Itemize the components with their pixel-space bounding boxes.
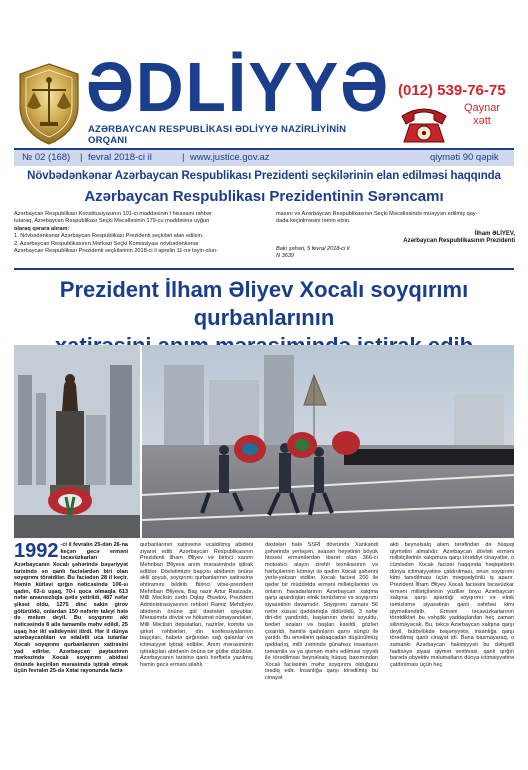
article-column-2 bbox=[140, 542, 253, 668]
issue-number: № 02 (168) bbox=[22, 152, 71, 163]
decree-line: masını və Azərbaycan Respublikasının Seçki Məcəlləsində müəyyən edilmiş qay- bbox=[276, 211, 478, 217]
issue-info-bar: № 02 (168) | fevral 2018-ci il | www.justice.gov.az qiymətі 90 qəpik bbox=[14, 148, 514, 166]
decree-line: tutaraq, Azərbaycan Respublikası Seçki Məcəlləsinin 179-cu maddəsinə uyğun bbox=[14, 218, 210, 225]
section-divider bbox=[14, 268, 514, 270]
decree-text-col2 bbox=[276, 211, 516, 226]
ceremony-photo bbox=[14, 345, 514, 538]
headline-line1: Prezident İlham Əliyev Xocalı soyqırımı qurbanlarının bbox=[59, 277, 469, 330]
decree-title: Azərbaycan Respublikası Prezidentinin Sərəncamı bbox=[84, 188, 444, 205]
decree-line: Azərbaycan Respublikası Konstitusiyasının 101-ci maddəsinin I hissəsini rəhbər bbox=[14, 211, 212, 217]
signer-name: İlham ƏLİYEV, bbox=[474, 231, 515, 237]
decree-line: olaraq qərara alıram: bbox=[14, 225, 70, 232]
decree-text-col1 bbox=[14, 211, 272, 255]
article-col3-text: dəstələri hələ SSRİ dövründə Xankəndi şəhərində yerləşən, əsasən heyətinin böyük hissəsi ermənilərdən ibarət olan 366-cı motoatıcı alayın zirehli texnikasının və hərbçilərinin köməyi ilə qədim Xocalı şəhərini yerlə-yeksan etdilər. Xocalı faciəsi 200 ilə qədər bir müddətdə erməni millətçilərinin və onların havadarlarının Azərbaycan xalqına qarşı apardıqları etnik təmizləmə və soyqırımı siyasətinin davamıdır. Soyqırımı zamanı 56 nəfər xüsusi qəddarlıqla öldürüldü, 3 nəfər diri-diri yandırıldı, başlarının dərisi soyuldu, bədən əzaları və başları kəsildi, gözləri çıxarıldı, hamilə qadınların qarnı süngü ilə yarıldı. Bu əməllərin qabaqcadan düşünülmüş qəddarlıq, milli zəmində günahsız insanların təmamilə və ya qismən məhv edilməsi niyyəti ilə törədilməsi beynəlxalq hüquq baxımından Xocalı faciəsinin məhz soyqırımı olduğunu təsdiq edir. İnsanlığa qarşı törədilmiş bu cinayət bbox=[265, 542, 378, 682]
hotline-phone-number: (012) 539-76-75 bbox=[398, 82, 506, 99]
article-col1-text: -ci il fevralın 25-dən 26-na keçən gecə erməni təcavüzkarları Azərbaycanın Xocalı şəhərində bəşəriyyət tarixində ən qanlı faciələrdən biri olan soyqırımı törətdilər. Bu faciədən 28 il keçir. Həmin kütləvi qırğın nəticəsində 106-sı qadın, 63-ü uşaq, 70-i qoca olmaqla 613 nəfər amansızlıqla qətlə yetirildi, 487 nəfər şikəst oldu, 1275 dinc sakin girov götürüldü, onlardan 150 nəfərin taleyi hələ də məlum deyil. Bu soyqırımı akt nəticəsində 8 ailə tamamilə məhv edildi, 25 uşaq hər iki valideynini itirdi. Hər il dünya azərbaycanlıları və ədalətli uca tutanlar Xocalı soyqırımı qurbanlarının xatirəsini yad edirlər. Azərbaycan paytaxtının mərkəzində Xocalı soyqırımı abidəsi önündə keçirilən mərasimdə iştirak etmək üçün fevralın 25-də Xətai rayonunda faciə bbox=[14, 542, 128, 675]
issue-price: qiymətі 90 qəpik bbox=[430, 152, 499, 163]
decree-line: Azərbaycan Respublikası Prezidenti seçkilərinin 2018-ci il aprelin 11-nə təyin olun- bbox=[14, 248, 218, 255]
decree-signer bbox=[393, 231, 515, 246]
article-col2-text: qurbanlarının xatirəsinə ucaldılmış abidəni ziyarət edib. Azərbaycan Respublikasının Prezidenti İlham Əliyev və birinci xanım Mehriban Əliyeva anım mərasimində iştirak ediblər. Dövlətimizin başçısı abidənin önünə əklil qoyub, soyqırımı qurbanlarının xatirəsinə ehtiramını bildirib. Birinci vitse-prezident Mehriban Əliyeva, Baş nazir Artur Rasizadə, Milli Məclisin sədri Oqtay Əsədov, Prezident Administrasiyasının rəhbəri Ramiz Mehdiyev abidənin önünə gül dəstələri qoyublar. Mərasimdə dövlət və hökumət nümayəndələri, Milli Məclisin deputatları, nazirlər, komitə və şirkət rəhbərləri, din konfessiyalarının başçıları, habelə qırğından sağ qalanlar və ictimaiyyət iştirak ediblər. Anım mərasiminin iştirakçıları abidənin önünə tər güllər düzüblər. Azərbaycanın tarixinə qanlı hərflərlə yazılmış həmin gecə erməni silahlı bbox=[140, 542, 253, 668]
article-column-4 bbox=[390, 542, 514, 668]
issue-date: fevral 2018-ci il bbox=[88, 152, 152, 163]
hotline-label-line2: xətt bbox=[473, 115, 491, 127]
justice-scales-emblem-icon bbox=[14, 62, 84, 146]
article-column-1 bbox=[14, 542, 128, 675]
newspaper-logo: ƏDLİYYƏ bbox=[86, 48, 391, 126]
newspaper-subtitle: AZƏRBAYCAN RESPUBLİKASI ƏDLİYYƏ NAZİRLİYİNİN ORQANI bbox=[88, 124, 347, 146]
signer-title: Azərbaycan Respublikasının Prezidenti bbox=[403, 238, 515, 245]
article-col4-text: akti beynəlxalq aləm tərəfindən də hüquqi qiymətini almalıdır. Azərbaycan dövləti erməni millətçilərinin xalqımıza qarşı törətdiyi cinayətlər, o cümlədən Xocalı faciəsi haqqında həqiqətlərin dünya ictimaiyyətinə çatdırılması, onun soyqırımı kimi tanıdılması üçün məqsədyönlü iş aparır. Prezident İlham Əliyev Xocalı faciəsini təcavüzkar erməni millətçilərinin yüzillər boyu Azərbaycan xalqına qarşı apardığı soyqırımı və etnik təmizləmə siyasətinin qanlı səhifəsi kimi qiymətləndirib. Erməni təcavüzkarlarının törətdikləri bu vəhşilik yaddaşlardan heç zaman silinməyəcək. Bu, təkcə Azərbaycan xalqına qarşı deyil, bütövlükdə bəşəriyyətə, insanlığa qarşı törədilmiş qanlı cinayət idi. Buna baxmayaraq, o zamankı Azərbaycan hakimiyyəti bu dəhşətli hadisəyə siyasi qiymət verilməsi, qanlı qırğın barədə obyektiv məlumatların dünya ictimaiyyətinə çatdırılması üçün heç bbox=[390, 542, 514, 668]
drop-cap-year: 1992 bbox=[14, 540, 59, 562]
decree-date-text: Bakı şəhəri, 5 fevral 2018-ci il bbox=[276, 246, 350, 252]
red-telephone-icon bbox=[398, 100, 450, 144]
decree-line: dada keçirilməsini təmin etsin. bbox=[276, 218, 351, 225]
website-link[interactable]: www.justice.gov.az bbox=[190, 152, 270, 163]
decree-line: 1. Növbədənkənar Azərbaycan Respublikası Prezidenti seçkiləri elan edilsin. bbox=[14, 233, 204, 240]
decree-kicker: Növbədənkənar Azərbaycan Respublikası Prezidenti seçkilərinin elan edilməsi haqqında bbox=[27, 170, 501, 182]
decree-number: N 3639 bbox=[276, 253, 295, 260]
article-column-3 bbox=[265, 542, 378, 682]
hotline-label-line1: Qaynar bbox=[463, 102, 501, 114]
decree-line: 2. Azərbaycan Respublikasının Mərkəzi Seçki Komissiyası növbədənkənar bbox=[14, 240, 199, 247]
decree-place-date bbox=[276, 246, 349, 261]
hotline-label bbox=[452, 102, 512, 128]
